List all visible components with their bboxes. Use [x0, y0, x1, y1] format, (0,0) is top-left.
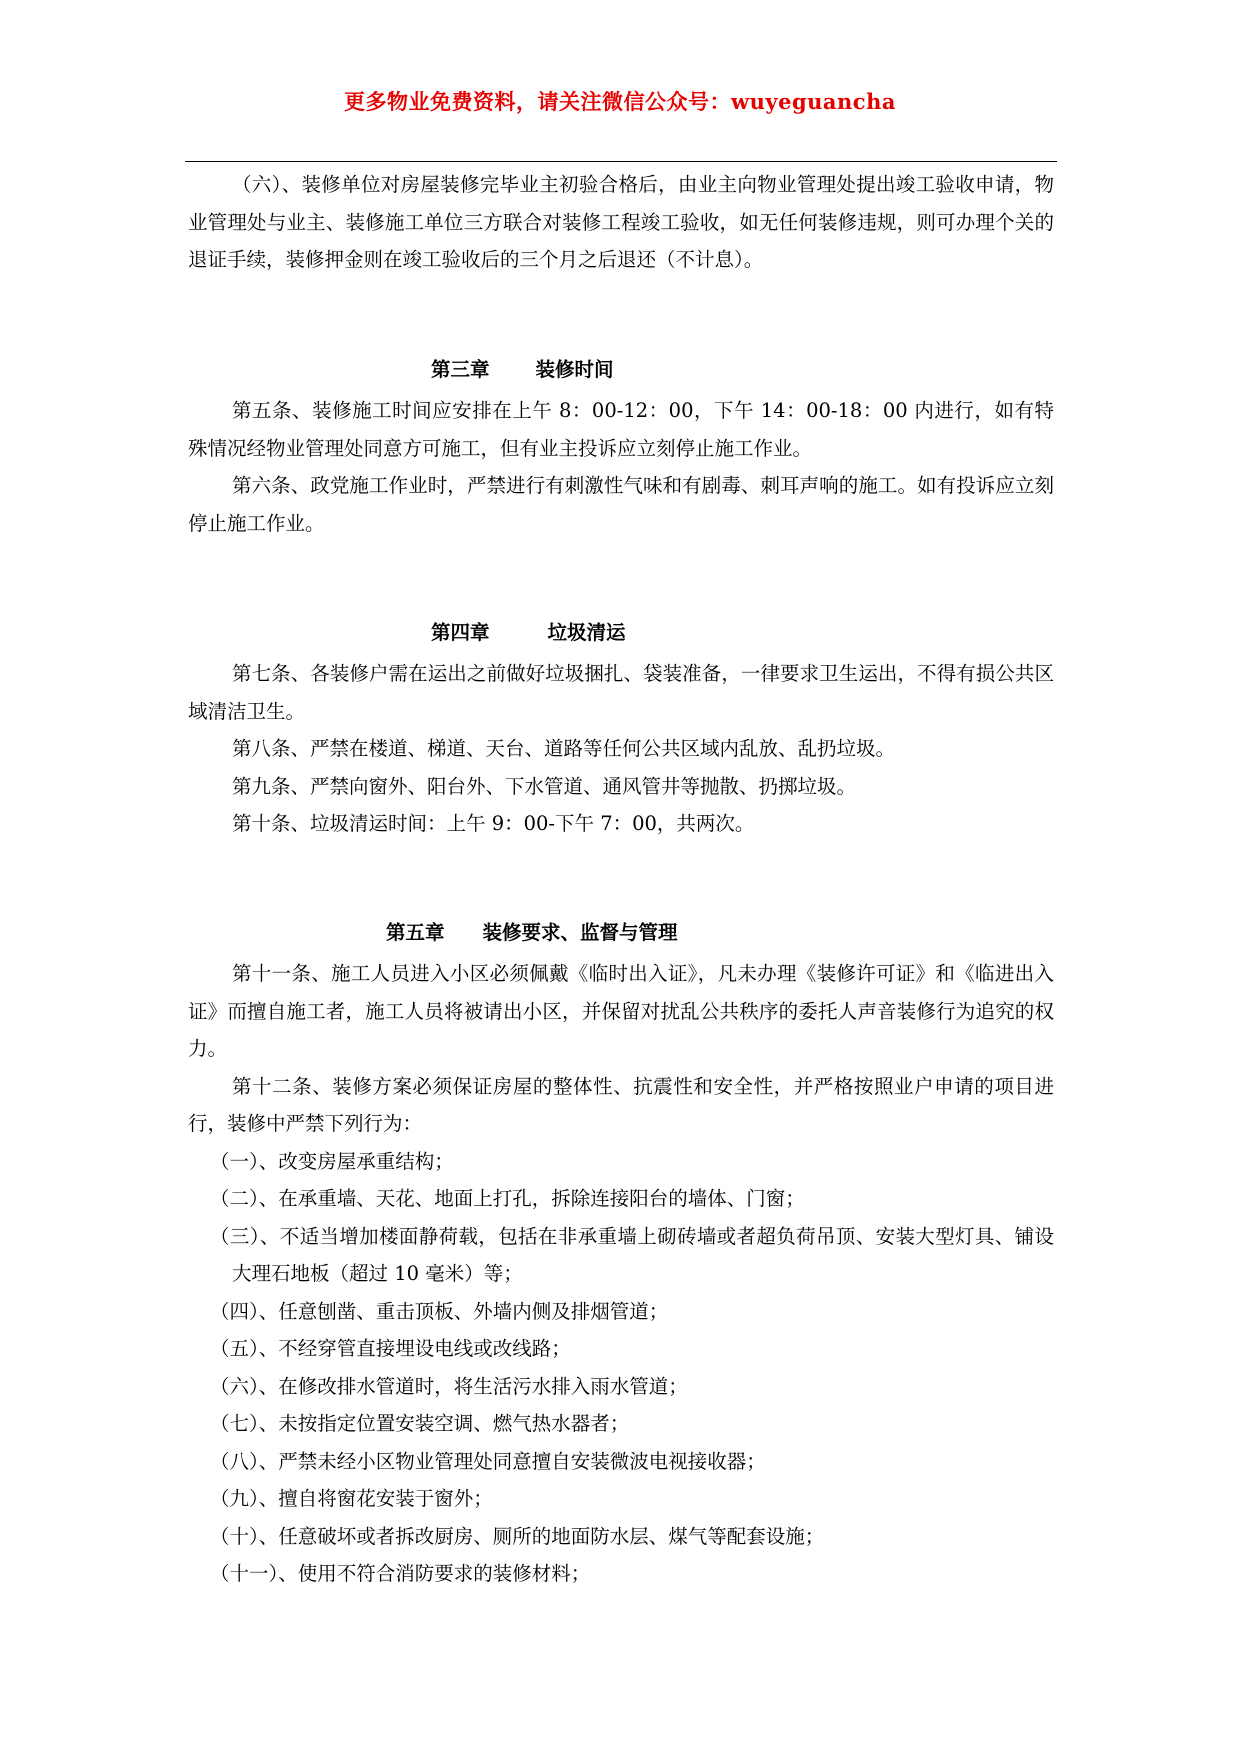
article-5: 第五条、装修施工时间应安排在上午 8：00-12：00，下午 14：00-18：00 内进行，如有特殊情况经物业管理处同意方可施工，但有业主投诉应立刻停止施工作业。 [188, 399, 1054, 460]
prohibited-item: （五）、不经穿管直接埋设电线或改线路； [210, 1337, 571, 1360]
prohibited-item: （四）、任意刨凿、重击顶板、外墙内侧及排烟管道； [210, 1299, 669, 1323]
article-8: 第八条、严禁在楼道、梯道、天台、道路等任何公共区域内乱放、乱扔垃圾。 [232, 737, 896, 760]
article-9: 第九条、严禁向窗外、阳台外、下水管道、通风管井等抛散、扔掷垃圾。 [232, 774, 857, 798]
article-10: 第十条、垃圾清运时间：上午 9：00-下午 7：00，共两次。 [232, 812, 755, 835]
chapter-3-body [188, 392, 1054, 542]
header-banner: 更多物业免费资料，请关注微信公众号：wuyeguancha [344, 89, 896, 114]
prohibited-item: （三）、不适当增加楼面静荷载，包括在非承重墙上砌砖墙或者超负荷吊顶、安装大型灯具、铺设大理石地板（超过 10 毫米）等； [210, 1224, 1054, 1285]
chapter-3-number: 第三章 [431, 358, 490, 381]
section-top [188, 166, 1054, 279]
article-11: 第十一条、施工人员进入小区必须佩戴《临时出入证》，凡未办理《装修许可证》和《临进出入证》而擅自施工者，施工人员将被请出小区，并保留对扰乱公共秩序的委托人声音装修行为追究的权力。 [188, 962, 1054, 1060]
prohibited-item: （七）、未按指定位置安装空调、燃气热水器者； [210, 1412, 630, 1435]
header-rule [185, 161, 1057, 162]
prohibited-item: （六）、在修改排水管道时，将生活污水排入雨水管道； [210, 1374, 688, 1398]
chapter-5-body [188, 955, 1054, 1593]
chapter-5-title: 装修要求、监督与管理 [482, 921, 678, 944]
prohibited-item: （九）、擅自将窗花安装于窗外； [210, 1487, 493, 1510]
prohibited-item: （八）、严禁未经小区物业管理处同意擅自安装微波电视接收器； [210, 1449, 766, 1473]
prohibited-item: （二）、在承重墙、天花、地面上打孔，拆除连接阳台的墙体、门窗； [210, 1187, 805, 1210]
prohibited-item: （十）、任意破坏或者拆改厨房、厕所的地面防水层、煤气等配套设施； [210, 1524, 825, 1548]
chapter-5-number: 第五章 [386, 921, 445, 944]
article-6: 第六条、政党施工作业时，严禁进行有刺激性气味和有剧毒、刺耳声响的施工。如有投诉应立刻停止施工作业。 [188, 474, 1054, 535]
chapter-5-heading [386, 917, 678, 945]
article-12: 第十二条、装修方案必须保证房屋的整体性、抗震性和安全性，并严格按照业户申请的项目进行，装修中严禁下列行为： [188, 1074, 1054, 1135]
chapter-3-title: 装修时间 [535, 358, 614, 381]
article-7: 第七条、各装修户需在运出之前做好垃圾捆扎、袋装准备，一律要求卫生运出，不得有损公共区域清洁卫生。 [188, 662, 1054, 723]
chapter-4-title: 垃圾清运 [547, 621, 626, 644]
prohibited-item: （一）、改变房屋承重结构； [210, 1149, 454, 1173]
chapter-4-heading [431, 617, 626, 645]
prohibited-item: （十一）、使用不符合消防要求的装修材料； [210, 1562, 591, 1585]
chapter-3-heading [431, 354, 614, 382]
chapter-4-body [188, 655, 1054, 843]
chapter-4-number: 第四章 [431, 621, 490, 644]
paragraph-acceptance: （六）、装修单位对房屋装修完毕业主初验合格后，由业主向物业管理处提出竣工验收申请，物业管理处与业主、装修施工单位三方联合对装修工程竣工验收，如无任何装修违规，则可办理个关的退证手续，装修押金则在竣工验收后的三个月之后退还（不计息）。 [188, 173, 1054, 271]
